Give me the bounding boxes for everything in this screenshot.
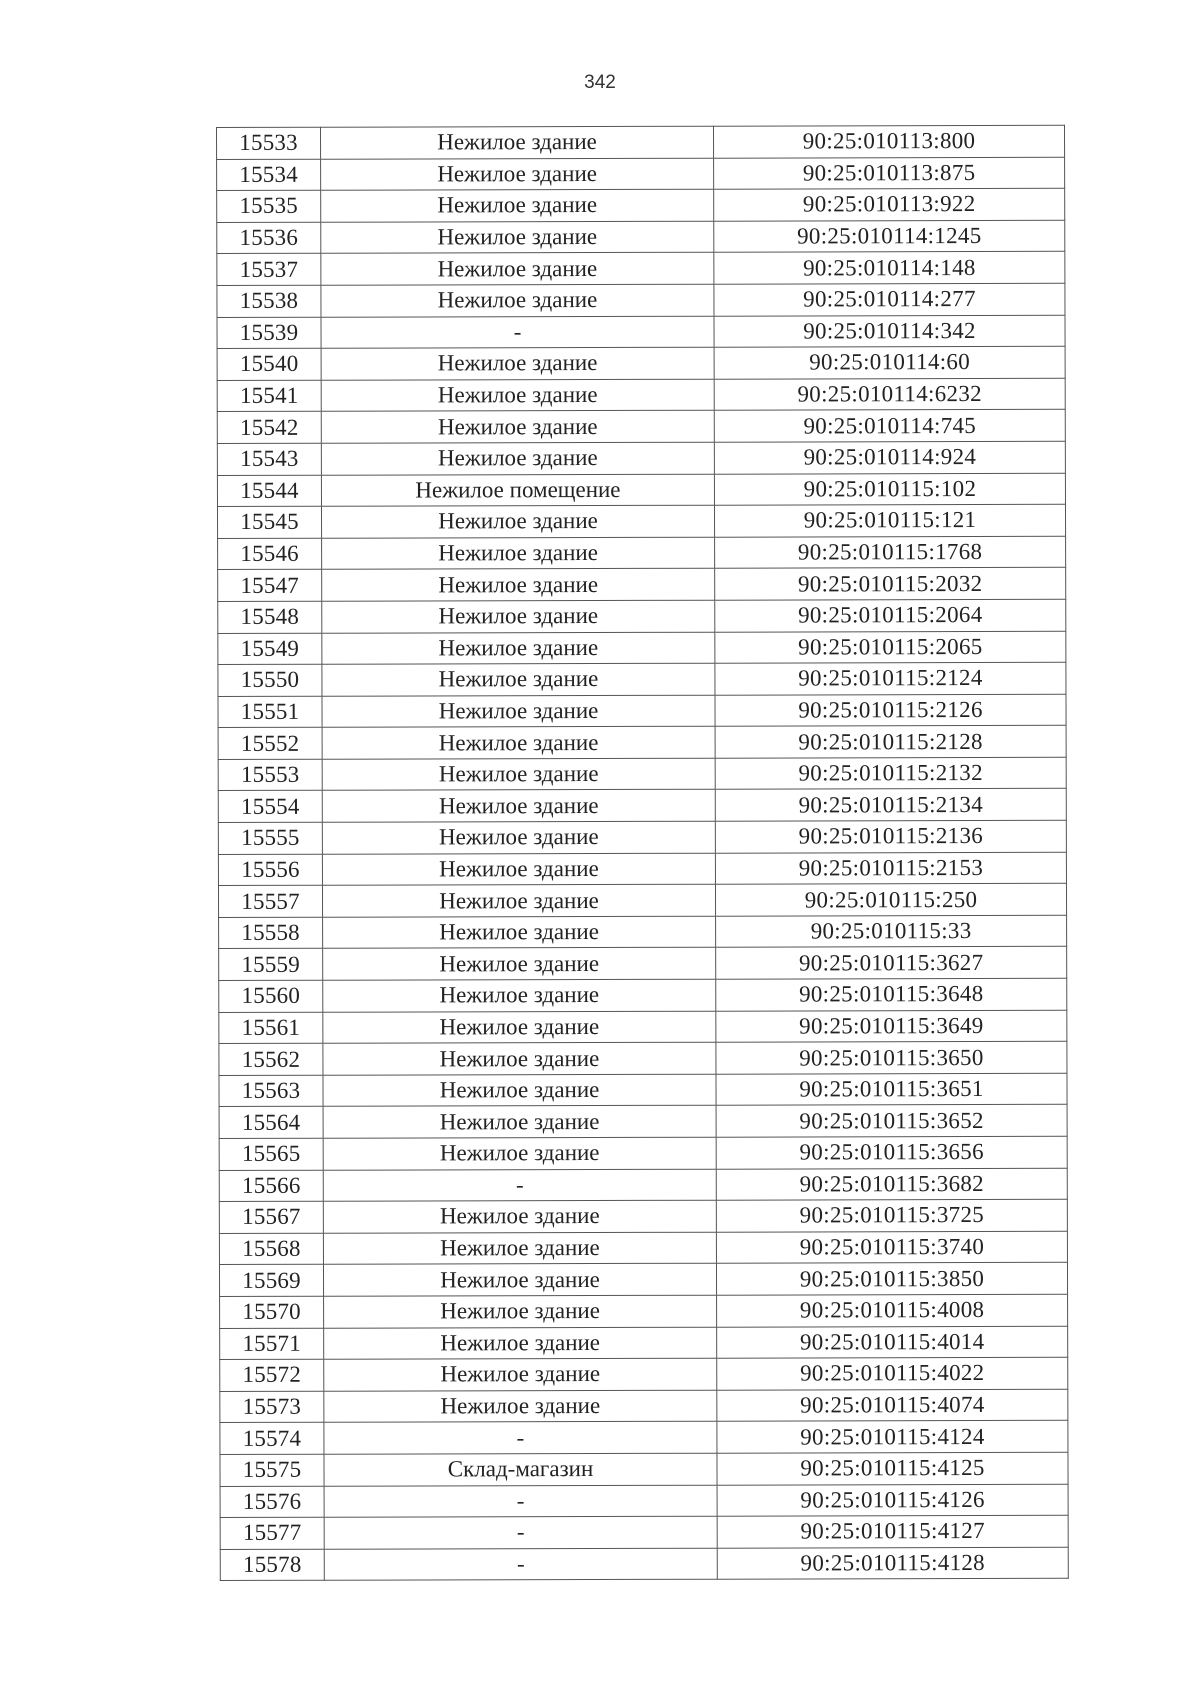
table-row <box>220 1294 1068 1328</box>
row-number-cell: 15575 <box>220 1454 324 1486</box>
table-row <box>220 1515 1068 1549</box>
row-number-cell: 15541 <box>217 380 321 412</box>
row-number-cell: 15546 <box>218 538 322 570</box>
cadastral-number-cell: 90:25:010115:2153 <box>715 852 1066 885</box>
cadastral-number-cell: 90:25:010115:2132 <box>715 757 1066 790</box>
table-row <box>218 757 1066 791</box>
row-number-cell: 15537 <box>217 254 321 286</box>
cadastral-number-cell: 90:25:010115:2032 <box>715 568 1066 601</box>
table-row <box>218 726 1066 760</box>
table-row <box>219 1105 1067 1139</box>
cadastral-number-cell: 90:25:010115:2064 <box>715 599 1066 632</box>
row-number-cell: 15533 <box>217 127 321 159</box>
object-type-cell: Нежилое здание <box>321 411 714 444</box>
row-number-cell: 15569 <box>219 1265 323 1297</box>
table-row <box>217 220 1065 254</box>
row-number-cell: 15545 <box>217 506 321 538</box>
cadastral-number-cell: 90:25:010115:2126 <box>715 694 1066 727</box>
cadastral-number-cell: 90:25:010115:33 <box>716 915 1067 948</box>
object-type-cell: Нежилое здание <box>321 126 714 159</box>
table-row <box>217 125 1065 159</box>
object-type-cell: Нежилое здание <box>321 442 714 475</box>
cadastral-number-cell: 90:25:010114:60 <box>714 346 1065 379</box>
table-row <box>217 378 1065 412</box>
table-row <box>217 504 1065 538</box>
object-type-cell: - <box>324 1422 717 1455</box>
row-number-cell: 15561 <box>219 1012 323 1044</box>
object-type-cell: - <box>323 1169 716 1202</box>
registry-table-body <box>217 125 1069 1581</box>
cadastral-number-cell: 90:25:010114:1245 <box>714 220 1065 253</box>
cadastral-number-cell: 90:25:010115:3656 <box>716 1136 1067 1169</box>
table-row <box>220 1547 1068 1581</box>
cadastral-number-cell: 90:25:010114:277 <box>714 283 1065 316</box>
object-type-cell: Нежилое здание <box>321 379 714 412</box>
object-type-cell: Нежилое здание <box>323 1200 716 1233</box>
cadastral-number-cell: 90:25:010114:148 <box>714 252 1065 285</box>
row-number-cell: 15540 <box>217 348 321 380</box>
row-number-cell: 15552 <box>218 728 322 760</box>
cadastral-number-cell: 90:25:010115:4022 <box>717 1357 1068 1390</box>
row-number-cell: 15563 <box>219 1075 323 1107</box>
object-type-cell: Нежилое здание <box>321 505 714 538</box>
object-type-cell: Нежилое здание <box>323 1264 716 1297</box>
table-row <box>218 599 1066 633</box>
cadastral-number-cell: 90:25:010115:4125 <box>717 1452 1068 1485</box>
row-number-cell: 15547 <box>218 570 322 602</box>
cadastral-number-cell: 90:25:010114:745 <box>714 410 1065 443</box>
cadastral-number-cell: 90:25:010115:102 <box>714 473 1065 506</box>
row-number-cell: 15578 <box>220 1549 324 1581</box>
table-row <box>217 410 1065 444</box>
table-row <box>220 1389 1068 1423</box>
table-row <box>219 915 1067 949</box>
object-type-cell: Нежилое здание <box>322 821 715 854</box>
row-number-cell: 15576 <box>220 1486 324 1518</box>
row-number-cell: 15558 <box>219 917 323 949</box>
cadastral-number-cell: 90:25:010115:3648 <box>716 978 1067 1011</box>
table-row <box>217 188 1065 222</box>
row-number-cell: 15565 <box>219 1138 323 1170</box>
table-row <box>219 1263 1067 1297</box>
table-row <box>218 662 1066 696</box>
table-row <box>219 978 1067 1012</box>
table-row <box>218 789 1066 823</box>
table-row <box>217 157 1065 191</box>
object-type-cell: Нежилое здание <box>323 1232 716 1265</box>
table-row <box>220 1326 1068 1360</box>
table-row <box>219 1136 1067 1170</box>
table-row <box>219 1199 1067 1233</box>
cadastral-number-cell: 90:25:010115:2128 <box>715 726 1066 759</box>
cadastral-number-cell: 90:25:010115:250 <box>715 884 1066 917</box>
table-row <box>219 1010 1067 1044</box>
table-row <box>217 473 1065 507</box>
cadastral-number-cell: 90:25:010115:2124 <box>715 662 1066 695</box>
row-number-cell: 15566 <box>219 1170 323 1202</box>
object-type-cell: - <box>324 1548 717 1581</box>
row-number-cell: 15568 <box>219 1233 323 1265</box>
object-type-cell: Нежилое здание <box>324 1358 717 1391</box>
row-number-cell: 15556 <box>218 854 322 886</box>
cadastral-number-cell: 90:25:010115:121 <box>714 504 1065 537</box>
row-number-cell: 15542 <box>217 412 321 444</box>
row-number-cell: 15550 <box>218 664 322 696</box>
object-type-cell: Нежилое здание <box>322 853 715 886</box>
cadastral-number-cell: 90:25:010113:800 <box>713 125 1064 158</box>
table-row <box>217 315 1065 349</box>
table-row <box>219 1231 1067 1265</box>
object-type-cell: Нежилое здание <box>324 1327 717 1360</box>
object-type-cell: Нежилое здание <box>322 790 715 823</box>
object-type-cell: Нежилое здание <box>322 600 715 633</box>
row-number-cell: 15551 <box>218 696 322 728</box>
object-type-cell: Нежилое здание <box>323 948 716 981</box>
table-row <box>218 694 1066 728</box>
table-row <box>217 441 1065 475</box>
table-row <box>218 884 1066 918</box>
object-type-cell: Нежилое здание <box>323 1042 716 1075</box>
row-number-cell: 15548 <box>218 601 322 633</box>
object-type-cell: - <box>321 316 714 349</box>
row-number-cell: 15538 <box>217 285 321 317</box>
cadastral-number-cell: 90:25:010115:1768 <box>715 536 1066 569</box>
object-type-cell: Нежилое здание <box>324 1390 717 1423</box>
row-number-cell: 15554 <box>218 791 322 823</box>
row-number-cell: 15544 <box>217 475 321 507</box>
table-row <box>217 283 1065 317</box>
object-type-cell: Нежилое здание <box>323 1106 716 1139</box>
object-type-cell: Нежилое здание <box>323 1074 716 1107</box>
object-type-cell: Нежилое здание <box>321 221 714 254</box>
table-row <box>218 852 1066 886</box>
cadastral-number-cell: 90:25:010115:4074 <box>717 1389 1068 1422</box>
cadastral-number-cell: 90:25:010113:875 <box>714 157 1065 190</box>
table-row <box>220 1484 1068 1518</box>
cadastral-number-cell: 90:25:010115:3651 <box>716 1073 1067 1106</box>
page-number: 342 <box>584 72 616 93</box>
cadastral-number-cell: 90:25:010115:4014 <box>717 1326 1068 1359</box>
table-row <box>217 252 1065 286</box>
object-type-cell: Нежилое здание <box>322 632 715 665</box>
cadastral-number-cell: 90:25:010115:3650 <box>716 1041 1067 1074</box>
object-type-cell: - <box>324 1516 717 1549</box>
object-type-cell: Нежилое здание <box>322 758 715 791</box>
cadastral-number-cell: 90:25:010114:6232 <box>714 378 1065 411</box>
cadastral-number-cell: 90:25:010115:4127 <box>717 1515 1068 1548</box>
object-type-cell: Нежилое здание <box>322 884 715 917</box>
object-type-cell: Нежилое здание <box>322 726 715 759</box>
row-number-cell: 15577 <box>220 1517 324 1549</box>
object-type-cell: Нежилое здание <box>323 979 716 1012</box>
object-type-cell: Нежилое здание <box>321 189 714 222</box>
object-type-cell: Нежилое здание <box>323 1011 716 1044</box>
cadastral-number-cell: 90:25:010115:2134 <box>715 789 1066 822</box>
object-type-cell: - <box>324 1485 717 1518</box>
object-type-cell: Нежилое здание <box>323 916 716 949</box>
row-number-cell: 15549 <box>218 633 322 665</box>
cadastral-number-cell: 90:25:010115:3682 <box>716 1168 1067 1201</box>
row-number-cell: 15572 <box>220 1359 324 1391</box>
row-number-cell: 15534 <box>217 159 321 191</box>
table-row <box>220 1357 1068 1391</box>
row-number-cell: 15543 <box>217 443 321 475</box>
cadastral-number-cell: 90:25:010115:4128 <box>717 1547 1068 1580</box>
table-row <box>220 1421 1068 1455</box>
object-type-cell: Нежилое здание <box>322 569 715 602</box>
table-row <box>219 1073 1067 1107</box>
object-type-cell: Нежилое здание <box>321 158 714 191</box>
cadastral-number-cell: 90:25:010114:342 <box>714 315 1065 348</box>
table-row <box>218 568 1066 602</box>
object-type-cell: Склад-магазин <box>324 1453 717 1486</box>
table-row <box>218 820 1066 854</box>
row-number-cell: 15536 <box>217 222 321 254</box>
row-number-cell: 15573 <box>220 1391 324 1423</box>
row-number-cell: 15574 <box>220 1423 324 1455</box>
row-number-cell: 15570 <box>220 1296 324 1328</box>
cadastral-number-cell: 90:25:010115:4124 <box>717 1421 1068 1454</box>
object-type-cell: Нежилое здание <box>321 284 714 317</box>
row-number-cell: 15559 <box>219 949 323 981</box>
cadastral-number-cell: 90:25:010113:922 <box>714 188 1065 221</box>
cadastral-number-cell: 90:25:010115:3649 <box>716 1010 1067 1043</box>
table-row <box>218 536 1066 570</box>
row-number-cell: 15562 <box>219 1043 323 1075</box>
table-row <box>217 346 1065 380</box>
row-number-cell: 15564 <box>219 1107 323 1139</box>
table-row <box>220 1452 1068 1486</box>
table-row <box>219 1041 1067 1075</box>
row-number-cell: 15571 <box>220 1328 324 1360</box>
registry-table <box>216 125 1069 1582</box>
object-type-cell: Нежилое здание <box>324 1295 717 1328</box>
cadastral-number-cell: 90:25:010115:2065 <box>715 631 1066 664</box>
cadastral-number-cell: 90:25:010115:3652 <box>716 1105 1067 1138</box>
row-number-cell: 15553 <box>218 759 322 791</box>
table-row <box>219 947 1067 981</box>
row-number-cell: 15555 <box>218 822 322 854</box>
cadastral-number-cell: 90:25:010115:3725 <box>716 1199 1067 1232</box>
cadastral-number-cell: 90:25:010115:3740 <box>716 1231 1067 1264</box>
object-type-cell: Нежилое здание <box>321 253 714 286</box>
cadastral-number-cell: 90:25:010114:924 <box>714 441 1065 474</box>
cadastral-number-cell: 90:25:010115:2136 <box>715 820 1066 853</box>
cadastral-number-cell: 90:25:010115:3850 <box>716 1263 1067 1296</box>
object-type-cell: Нежилое здание <box>322 537 715 570</box>
cadastral-number-cell: 90:25:010115:4008 <box>717 1294 1068 1327</box>
cadastral-number-cell: 90:25:010115:4126 <box>717 1484 1068 1517</box>
table-row <box>219 1168 1067 1202</box>
cadastral-number-cell: 90:25:010115:3627 <box>716 947 1067 980</box>
object-type-cell: Нежилое здание <box>321 347 714 380</box>
row-number-cell: 15560 <box>219 980 323 1012</box>
row-number-cell: 15535 <box>217 190 321 222</box>
registry-table-container <box>216 125 1068 1582</box>
row-number-cell: 15557 <box>218 885 322 917</box>
table-row <box>218 631 1066 665</box>
object-type-cell: Нежилое здание <box>322 663 715 696</box>
row-number-cell: 15567 <box>219 1201 323 1233</box>
object-type-cell: Нежилое здание <box>322 695 715 728</box>
object-type-cell: Нежилое помещение <box>321 474 714 507</box>
row-number-cell: 15539 <box>217 317 321 349</box>
object-type-cell: Нежилое здание <box>323 1137 716 1170</box>
